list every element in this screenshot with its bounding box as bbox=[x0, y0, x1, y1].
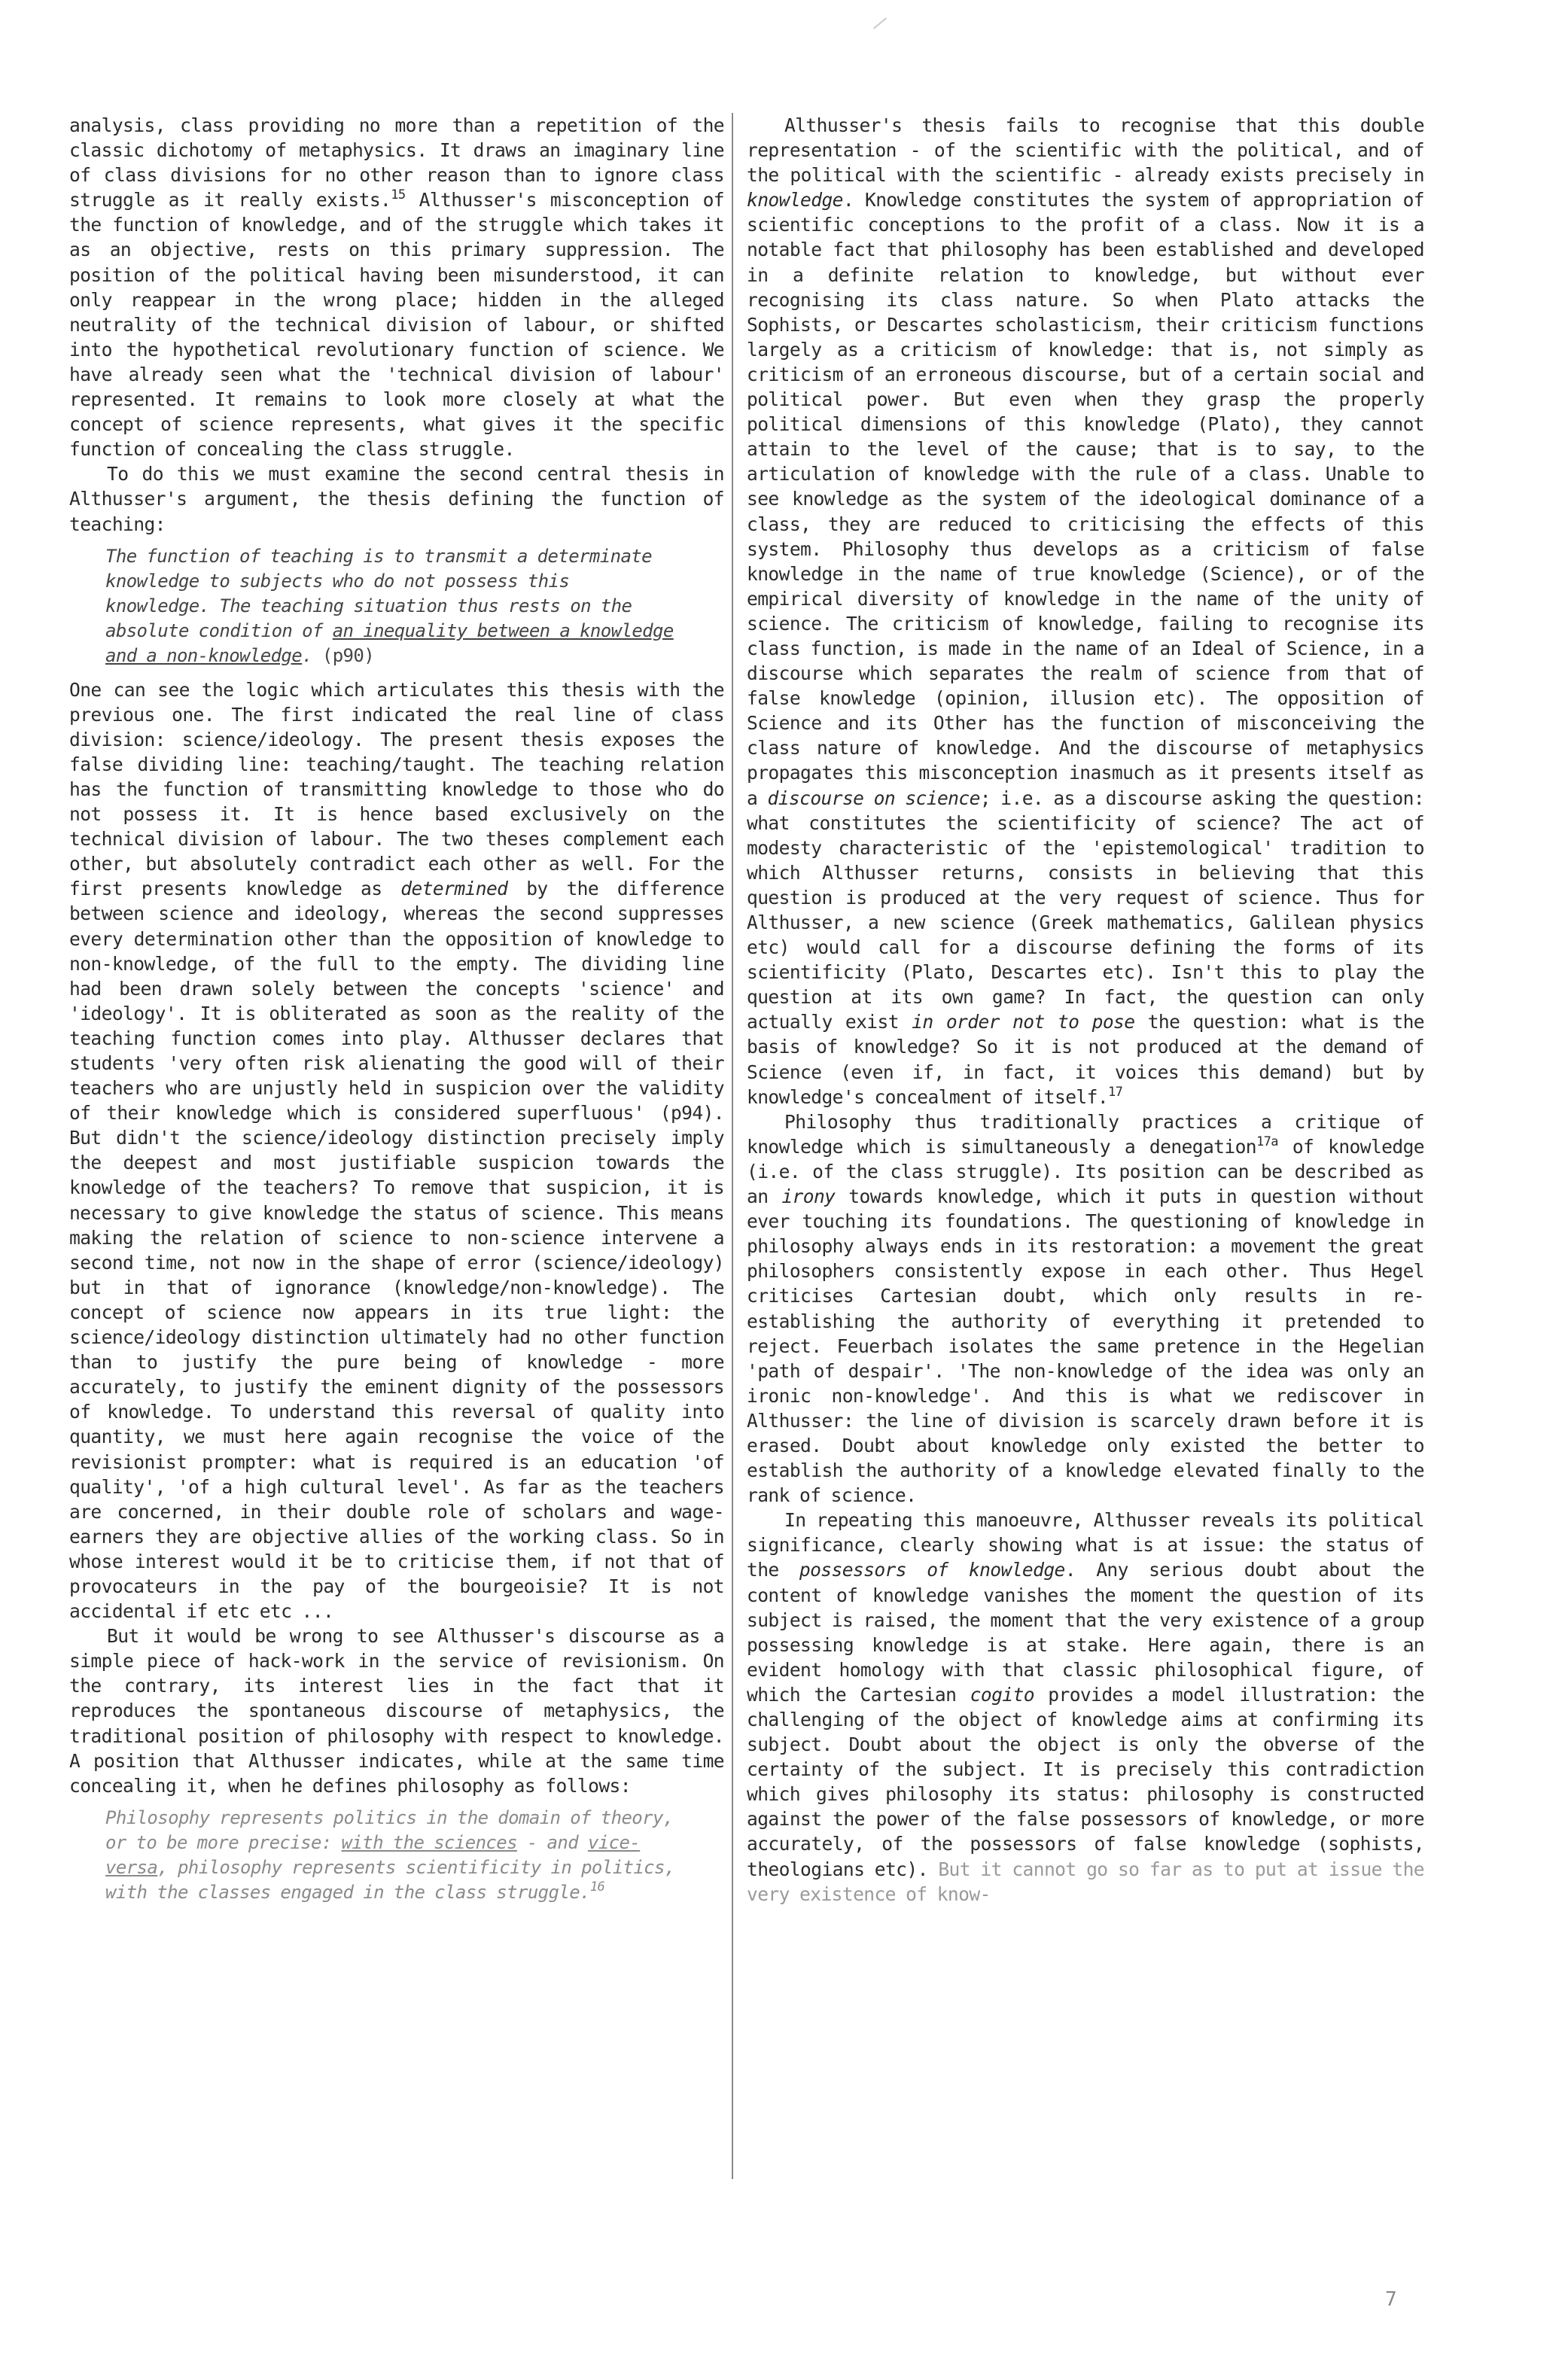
left-paragraph-4: But it would be wrong to see Althusser's discourse as a simple piece of hack-work in the service of revisionism. On the contrary, its interest lies in the fact that it reproduces the spontaneous discourse of metaphysics, the traditional position of philosophy with respect to knowledge. A position that Althusser indicates, while at the same time concealing it, when he defines philosophy as follows: bbox=[69, 1625, 724, 1797]
footnote-ref-16: 16 bbox=[589, 1879, 605, 1895]
block-quote-teaching: The function of teaching is to transmit a determinate knowledge to subjects who do not possess this knowledge. The teaching situation thus rests on the absolute condition of an inequality between a knowledge and a non-knowledge. (p90) bbox=[105, 545, 674, 666]
right-paragraph-2: Philosophy thus traditionally practices a critique of knowledge which is simultaneously a denegation$^{17a}$ of knowledge (i.e. of the class struggle). Its position can be described as an irony towards knowledge, which it puts in question without ever touching its foundations. The questioning of knowledge in philosophy always ends in its restoration: a movement the great philosophers consistently expose in each other. Thus Hegel criticises Cartesian doubt, which only results in re-establishing the authority of everything it pretended to reject. Feuerbach isolates the same pretence in the Hegelian 'path of despair'. 'The non-knowledge of the idea was only an ironic non-knowledge'. And this is what we rediscover in Althusser: the line of division is scarcely drawn before it is erased. Doubt about knowledge only existed the better to establish the authority of a knowledge elevated finally to the rank of science. bbox=[747, 1110, 1425, 1507]
left-paragraph-1: analysis, class providing no more than a repetition of the classic dichotomy of metaphysics. It draws an imaginary line of class divisions for no other reason than to ignore class struggle as it really exists.$^{15}$ Althusser's misconception of the function of knowledge, and of the struggle which takes it as an objective, rests on this primary suppression. The position of the political having been misunderstood, it can only reappear in the wrong place; hidden in the alleged neutrality of the technical division of labour, or shifted into the hypothetical revolutionary function of science. We have already seen what the 'technical division of labour' represented. It remains to look more closely at what the concept of science represents, what gives it the specific function of concealing the class struggle. bbox=[69, 114, 724, 461]
quote-page-ref: (p90) bbox=[321, 644, 375, 666]
page-number: 7 bbox=[1385, 2288, 1397, 2311]
left-paragraph-3: One can see the logic which articulates this thesis with the previous one. The first indicated the real line of class division: science/ideology. The present thesis exposes the false dividing line: teaching/taught. The teaching relation has the function of transmitting knowledge to those who do not possess it. It is hence based exclusively on the technical division of labour. The two theses complement each other, but absolutely contradict each other as well. For the first presents knowledge as determined by the difference between science and ideology, whereas the second suppresses every determination other than the opposition of knowledge to non-knowledge, of the full to the empty. The dividing line had been drawn solely between the concepts 'science' and 'ideology'. It is obliterated as soon as the reality of the teaching function comes into play. Althusser declares that students 'very often risk alienating the good will of their teachers who are unjustly held in suspicion over the validity of their knowledge which is considered superfluous' (p94). But didn't the science/ideology distinction precisely imply the deepest and most justifiable suspicion towards the knowledge of the teachers? To remove that suspicion, it is necessary to give knowledge the status of science. This means making the relation of science to non-science intervene a second time, not now in the shape of error (science/ideology) but in that of ignorance (knowledge/non-knowledge). The concept of science now appears in its true light: the science/ideology distinction ultimately had no other function than to justify the pure being of knowledge - more accurately, to justify the eminent dignity of the possessors of knowledge. To understand this reversal of quality into quantity, we must here again recognise the voice of the revisionist prompter: what is required is an education 'of quality', 'of a high cultural level'. As far as the teachers are concerned, in their double role of scholars and wage-earners they are objective allies of the working class. So in whose interest would it be to criticise them, if not that of provocateurs in the pay of the bourgeoisie? It is not accidental if etc etc ... bbox=[69, 678, 724, 1623]
right-paragraph-1: Althusser's thesis fails to recognise that this double representation - of the scientific with the political, and of the political with the scientific - already exists precisely in knowledge. Knowledge constitutes the system of appropriation of scientific conceptions to the profit of a class. Now it is a notable fact that philosophy has been established and developed in a definite relation to knowledge, but without ever recognising its class nature. So when Plato attacks the Sophists, or Descartes scholasticism, their criticism functions largely as a criticism of knowledge: that is, not simply as criticism of an erroneous discourse, but of a certain social and political power. But even when they grasp the properly political dimensions of this knowledge (Plato), they cannot attain to the level of the cause; that is to say, to the articulation of knowledge with the rule of a class. Unable to see knowledge as the system of the ideological dominance of a class, they are reduced to criticising the effects of this system. Philosophy thus develops as a criticism of false knowledge in the name of true knowledge (Science), or of the empirical diversity of knowledge in the name of the unity of science. The criticism of knowledge, failing to recognise its class function, is made in the name of an Ideal of Science, in a discourse which separates the realm of science from that of false knowledge (opinion, illusion etc). The opposition of Science and its Other has the function of misconceiving the class nature of knowledge. And the discourse of metaphysics propagates this misconception inasmuch as it presents itself as a discourse on science; i.e. as a discourse asking the question: what constitutes the scientificity of science? The act of modesty characteristic of the 'epistemological' tradition to which Althusser returns, consists in believing that this question is produced at the very request of science. Thus for Althusser, a new science (Greek mathematics, Galilean physics etc) would call for a discourse defining the forms of its scientificity (Plato, Descartes etc). Isn't this to play the question at its own game? In fact, the question can only actually exist in order not to pose the question: what is the basis of knowledge? So it is not produced at the demand of Science (even if, in fact, it voices this demand) but by knowledge's concealment of itself.$^{17}$ bbox=[747, 114, 1425, 1108]
left-paragraph-2: To do this we must examine the second central thesis in Althusser's argument, the thesis defining the function of teaching: bbox=[69, 463, 724, 535]
left-column bbox=[69, 113, 724, 1914]
footnote-ref-15: 15 bbox=[391, 187, 406, 203]
footnote-ref-17a: 17a bbox=[1256, 1134, 1278, 1149]
footnote-ref-17: 17 bbox=[1108, 1084, 1123, 1100]
right-column bbox=[732, 113, 1424, 2179]
right-paragraph-3: In repeating this manoeuvre, Althusser reveals its political significance, clearly showing what is at issue: the status of the possessors of knowledge. Any serious doubt about the content of knowledge vanishes the moment the question of its subject is raised, the moment that the very existence of a group possessing knowledge is at stake. Here again, there is an evident homology with that classic philosophical figure, of which the Cartesian cogito provides a model illustration: the challenging of the object of knowledge aims at confirming its subject. Doubt about the object is only the obverse of the certainty of the subject. It is precisely this contradiction which gives philosophy its status: philosophy is constructed against the power of the false possessors of knowledge, or more accurately, of the possessors of false knowledge (sophists, theologians etc). But it cannot go so far as to put at issue the very existence of know- bbox=[747, 1509, 1424, 1905]
block-quote-philosophy: Philosophy represents politics in the domain of theory, or to be more precise: with the sciences - and vice-versa, philosophy represents scientificity in politics, with the classes engaged in the class struggle.$^{16}$ bbox=[105, 1806, 675, 1903]
scan-mark bbox=[873, 17, 887, 29]
